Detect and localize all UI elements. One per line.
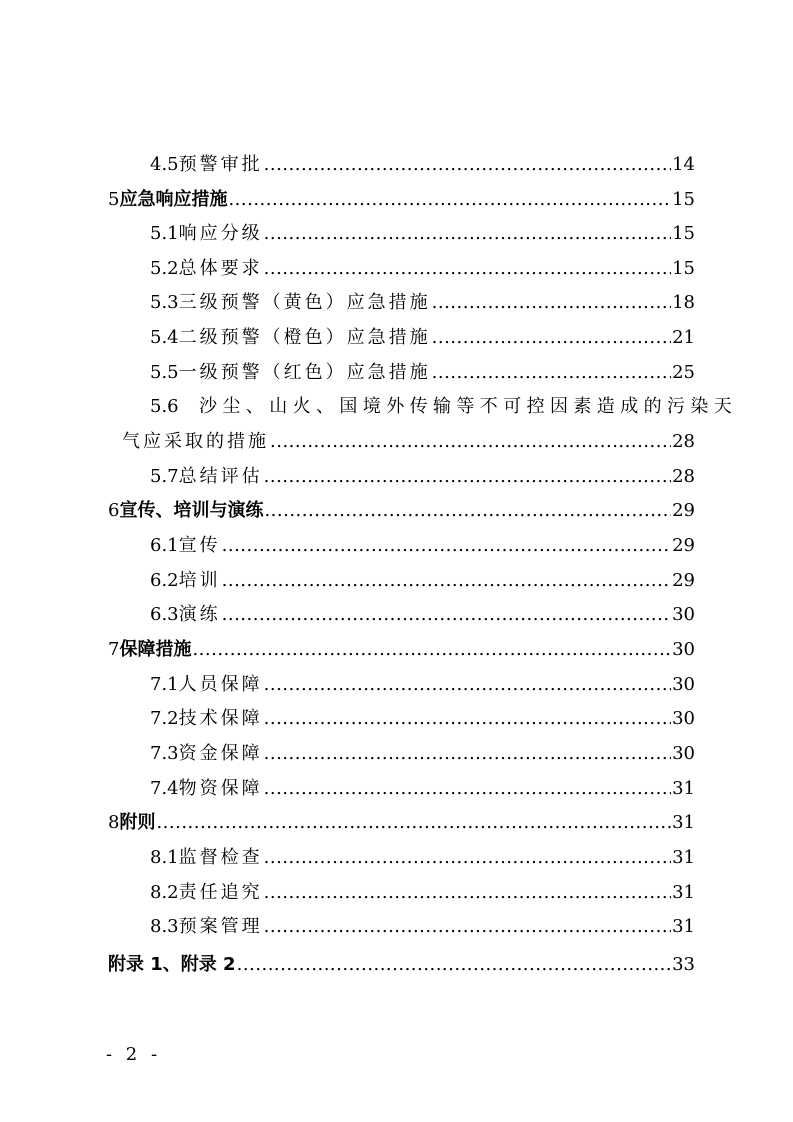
dot-leader <box>264 916 671 938</box>
toc-entry-8-2[interactable] <box>150 874 695 904</box>
toc-entry-page: 29 <box>672 500 695 521</box>
toc-entry-title: 宣传、培训与演练 <box>119 500 264 521</box>
toc-entry-title: 物资保障 <box>178 778 263 799</box>
toc-entry-page: 28 <box>672 431 695 452</box>
toc-entry-title: 技术保障 <box>178 708 263 729</box>
toc-entry-page: 31 <box>672 882 695 903</box>
dot-leader <box>264 708 671 730</box>
toc-entry-title: 应急响应措施 <box>119 189 228 210</box>
toc-entry-5-2[interactable] <box>150 250 695 280</box>
toc-entry-page: 14 <box>672 154 695 175</box>
dot-leader <box>156 812 671 834</box>
toc-entry-title: 保障措施 <box>119 639 192 660</box>
page-number: - 2 - <box>106 1044 162 1065</box>
toc-entry-number: 5.6 <box>150 396 179 417</box>
toc-entry-page: 33 <box>672 954 695 975</box>
toc-entry-number: 5.2 <box>150 258 179 279</box>
toc-entry-title: 资金保障 <box>178 743 263 764</box>
toc-entry-7[interactable] <box>108 631 695 661</box>
toc-entry-page: 15 <box>672 189 695 210</box>
dot-leader <box>222 570 671 592</box>
dot-leader <box>270 431 671 453</box>
dot-leader <box>264 500 671 522</box>
toc-entry-5[interactable] <box>108 181 695 211</box>
toc-entry-6-2[interactable] <box>150 562 695 592</box>
dot-leader <box>432 362 671 384</box>
toc-entry-title: 沙尘、山火、国境外传输等不可控因素造成的污染天 <box>199 396 738 417</box>
dot-leader <box>237 954 672 976</box>
dot-leader <box>264 154 671 176</box>
toc-entry-title: 培训 <box>178 570 221 591</box>
toc-entry-page: 31 <box>672 847 695 868</box>
toc-entry-title: 预案管理 <box>178 916 263 937</box>
dot-leader <box>264 674 671 696</box>
toc-entry-title: 三级预警（黄色）应急措施 <box>178 292 431 313</box>
toc-entry-8[interactable] <box>108 804 695 834</box>
dot-leader <box>222 604 671 626</box>
toc-entry-number: 7.1 <box>150 674 179 695</box>
toc-entry-number: 6.3 <box>150 604 179 625</box>
toc-entry-title: 响应分级 <box>178 223 263 244</box>
toc-entry-5-1[interactable] <box>150 215 695 245</box>
toc-entry-number: 8.3 <box>150 916 179 937</box>
toc-entry-title: 一级预警（红色）应急措施 <box>178 362 431 383</box>
toc-entry-page: 28 <box>672 466 695 487</box>
toc-entry-number: 6.2 <box>150 570 179 591</box>
toc-entry-5-4[interactable] <box>150 319 695 349</box>
toc-entry-page: 29 <box>672 535 695 556</box>
toc-entry-number: 8.2 <box>150 882 179 903</box>
toc-entry-8-1[interactable] <box>150 839 695 869</box>
toc-entry-page: 30 <box>672 604 695 625</box>
toc-entry-title: 演练 <box>178 604 221 625</box>
dot-leader <box>432 292 671 314</box>
toc-entry-number: 6 <box>108 500 120 521</box>
toc-entry-7-1[interactable] <box>150 666 695 696</box>
toc-entry-page: 29 <box>672 570 695 591</box>
toc-entry-6-1[interactable] <box>150 527 695 557</box>
dot-leader <box>432 327 671 349</box>
toc-entry-5-6-continued[interactable] <box>122 423 695 453</box>
toc-entry-number: 6.1 <box>150 535 179 556</box>
toc-entry-page: 31 <box>672 916 695 937</box>
toc-entry-page: 30 <box>672 674 695 695</box>
toc-entry-number: 5.1 <box>150 223 179 244</box>
toc-entry-number: 5.7 <box>150 466 179 487</box>
toc-entry-page: 15 <box>672 223 695 244</box>
toc-entry-title: 监督检查 <box>178 847 263 868</box>
toc-entry-title: 总结评估 <box>178 466 263 487</box>
toc-entry-number: 7.3 <box>150 743 179 764</box>
toc-entry-title: 总体要求 <box>178 258 263 279</box>
toc-entry-title: 人员保障 <box>178 674 263 695</box>
toc-entry-page: 25 <box>672 362 695 383</box>
dot-leader <box>264 223 671 245</box>
toc-entry-page: 30 <box>672 708 695 729</box>
toc-entry-page: 21 <box>672 327 695 348</box>
toc-entry-number: 5.5 <box>150 362 179 383</box>
dot-leader <box>264 778 671 800</box>
toc-entry-number: 4.5 <box>150 154 179 175</box>
toc-entry-number: 8 <box>108 812 120 833</box>
toc-entry-number: 5 <box>108 189 120 210</box>
toc-entry-page: 31 <box>672 812 695 833</box>
toc-entry-title: 二级预警（橙色）应急措施 <box>178 327 431 348</box>
dot-leader <box>264 466 671 488</box>
toc-entry-number: 5.3 <box>150 292 179 313</box>
toc-entry-5-3[interactable] <box>150 284 695 314</box>
toc-entry-number: 7.2 <box>150 708 179 729</box>
toc-entry-title: 预警审批 <box>178 154 263 175</box>
dot-leader <box>264 258 671 280</box>
toc-entry-page: 18 <box>672 292 695 313</box>
toc-entry-title: 责任追究 <box>178 882 263 903</box>
toc-entry-number: 7.4 <box>150 778 179 799</box>
dot-leader <box>228 189 671 211</box>
toc-entry-6[interactable] <box>108 492 695 522</box>
toc-entry-7-4[interactable] <box>150 770 695 800</box>
toc-entry-title: 宣传 <box>178 535 221 556</box>
toc-entry-5-5[interactable] <box>150 354 695 384</box>
toc-entry-4-5[interactable] <box>150 146 695 176</box>
toc-entry-7-2[interactable] <box>150 700 695 730</box>
toc-entry-number: 7 <box>108 639 120 660</box>
toc-entry-title: 附录 1、附录 2 <box>108 954 236 975</box>
dot-leader <box>192 639 671 661</box>
toc-entry-title: 附则 <box>119 812 156 833</box>
dot-leader <box>264 743 671 765</box>
dot-leader <box>222 535 671 557</box>
toc-entry-page: 30 <box>672 743 695 764</box>
toc-entry-5-6[interactable] <box>150 396 738 418</box>
toc-entry-5-7[interactable] <box>150 458 695 488</box>
toc-entry-page: 30 <box>672 639 695 660</box>
dot-leader <box>264 847 671 869</box>
toc-entry-6-3[interactable] <box>150 596 695 626</box>
toc-entry-7-3[interactable] <box>150 735 695 765</box>
dot-leader <box>264 882 671 904</box>
toc-entry-number: 8.1 <box>150 847 179 868</box>
toc-entry-appendix[interactable] <box>108 946 695 976</box>
toc-entry-number: 5.4 <box>150 327 179 348</box>
toc-entry-page: 15 <box>672 258 695 279</box>
toc-entry-page: 31 <box>672 778 695 799</box>
toc-entry-title-continued: 气应采取的措施 <box>122 431 269 452</box>
toc-entry-8-3[interactable] <box>150 908 695 938</box>
